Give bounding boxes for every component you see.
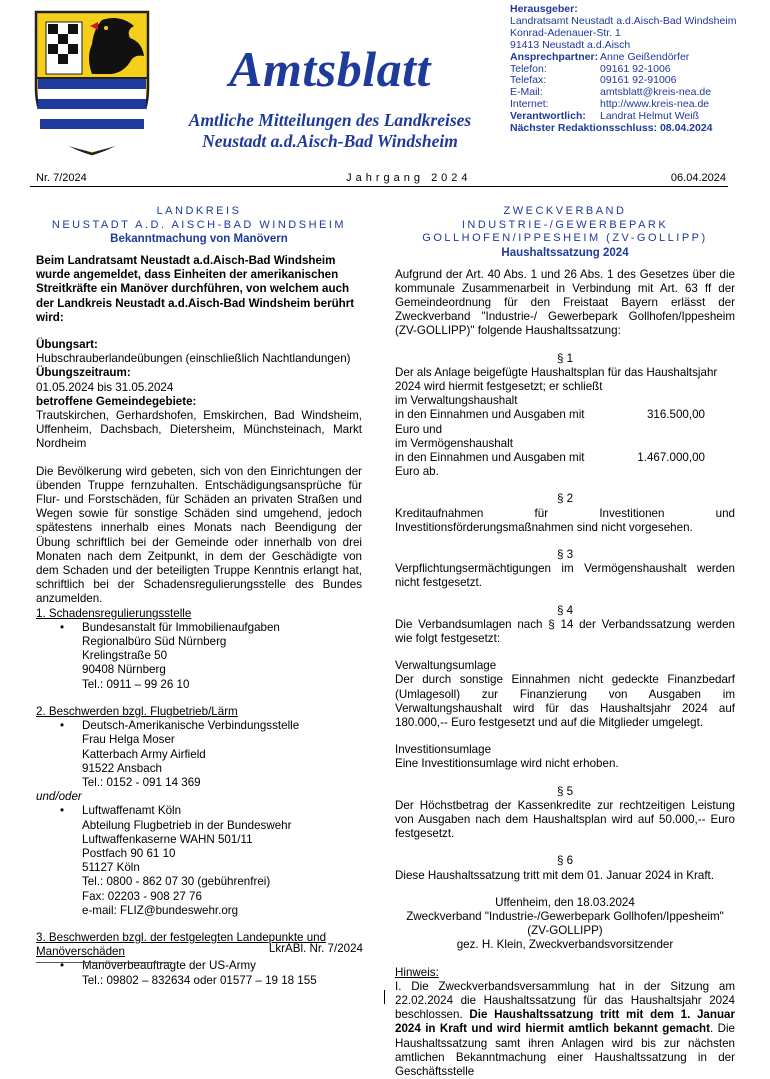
left-column: [36, 205, 362, 988]
paragraph-text: Der als Anlage beigefügte Haushaltsplan für das Haushaltsjahr 2024 wird hiermit festgesetzt; er schließt: [395, 365, 718, 393]
article-org: ZWECKVERBAND: [503, 205, 627, 217]
paragraph-text: Der Höchstbetrag der Kassenkredite zur rechtzeitigen Leistung von Ausgaben nach dem Haushaltsplan wird auf 50.000,-- Euro festgesetzt.: [395, 798, 735, 841]
issue-bar: [36, 172, 726, 184]
field-value: 01.05.2024 bis 31.05.2024: [36, 380, 174, 394]
issue-date: 06.04.2024: [670, 172, 726, 184]
section-title: 3. Beschwerden bzgl. der festgelegten Landepunkte und Manöverschäden: [36, 930, 327, 959]
phone-row: Telefon: 09161 92-1006: [510, 62, 671, 75]
field-label: Übungszeitraum:: [36, 366, 131, 380]
article-org: INDUSTRIE-/GEWERBEPARK: [461, 218, 669, 231]
email-link[interactable]: amtsblatt@kreis-nea.de: [600, 86, 712, 99]
paragraph-number: § 6: [556, 854, 574, 868]
paragraph-number: § 3: [556, 547, 574, 561]
hint-label: Hinweis:: [395, 965, 439, 979]
list-item: • Deutsch-Amerikanische Verbindungsstelle Frau Helga Moser Katterbach Army Airfield 91522 Ansbach Tel.: 0152 - 091 14 369: [82, 719, 362, 790]
publisher-line: 91413 Neustadt a.d.Aisch: [510, 38, 631, 51]
article-org: GOLLHOFEN/IPPESHEIM (ZV-GOLLIPP): [422, 232, 708, 244]
field-value: Trautskirchen, Gerhardshofen, Emskirchen, Bad Windsheim, Uffenheim, Dachsbach, Dietersheim, Münchsteinach, Markt Nordheim: [36, 409, 362, 451]
article-org: NEUSTADT A.D. AISCH-BAD WINDSHEIM: [51, 218, 347, 231]
contact-list: [36, 621, 362, 692]
signature-line: (ZV-GOLLIPP): [527, 924, 603, 938]
paragraph-text: Diese Haushaltssatzung tritt mit dem 01. Januar 2024 in Kraft.: [395, 868, 714, 882]
or-label: und/oder: [36, 790, 82, 804]
fax-row: Telefax: 09161 92-91006: [510, 74, 677, 87]
paragraph-text: Der durch sonstige Einnahmen nicht gedeckte Finanzbedarf (Umlagesoll) zur Finanzierung von Ausgaben im Verwaltungshaushalt wird für das Haushaltsjahr 2024 auf 180.000,-- Euro festgesetzt und auf die Mitglieder umgelegt.: [395, 673, 735, 729]
volume-year: Jahrgang 2024: [346, 172, 472, 184]
list-item: • Manöverbeauftragte der US-Army Tel.: 09802 – 832634 oder 01577 – 19 18 155: [82, 959, 362, 987]
notice-paragraph: Die Bevölkerung wird gebeten, sich von den Einrichtungen der übenden Truppe fernzuhalten. Entschädigungsansprüche für Flur- und Forstschäden, für Schäden an privaten Straßen und Wegen sowie für sonstige Schäden sind umgehend, jedoch spätestens innerhalb eines Monats nach Beendigung der Übung schriftlich bei der Gemeinde oder innerhalb von drei Monaten nach dem Zeitpunkt, in dem der Geschädigte von dem Schaden und der beteiligten Truppe Kenntnis erlangt hat, schriftlich bei der Schadensregulierungsstelle des Bundes anzumelden.: [36, 464, 362, 606]
signature-line: Uffenheim, den 18.03.2024: [495, 895, 635, 909]
intro-paragraph: Aufgrund der Art. 40 Abs. 1 und 26 Abs. 1 des Gesetzes über die kommunale Zusammenarbeit in Verbindung mit Art. 63 ff der Gemeindeordnung für den Freistaat Bayern erlässt der Zweckverband "Industrie-/ Gewerbepark Gollhofen/Ippesheim (ZV-GOLLIPP)" folgende Haushaltssatzung:: [395, 267, 735, 338]
contact-list: [36, 719, 362, 790]
paragraph-number: § 1: [556, 351, 574, 365]
website-link[interactable]: http://www.kreis-nea.de: [600, 98, 710, 111]
publisher-line: Landratsamt Neustadt a.d.Aisch-Bad Windsheim: [510, 14, 737, 27]
intro-paragraph: Beim Landratsamt Neustadt a.d.Aisch-Bad Windsheim wurde angemeldet, dass Einheiten der amerikanischen Streitkräfte ein Manöver durchführen, von welchem auch der Landkreis Neustadt a.d.Aisch-Bad Windsheim berührt wird:: [36, 254, 355, 324]
list-item: • Luftwaffenamt Köln Abteilung Flugbetrieb in der Bundeswehr Luftwaffenkaserne WAHN 501/11 Postfach 90 61 10 51127 Köln Tel.: 0800 - 862 07 30 (gebührenfrei) Fax: 02203 - 908 27 76 e-mail: FLIZ@bundeswehr.org: [82, 804, 362, 918]
paragraph-number: § 2: [556, 492, 574, 506]
publisher-heading: Herausgeber:: [510, 3, 578, 15]
field-label: Übungsart:: [36, 338, 98, 352]
responsible-row: Verantwortlich: Landrat Helmut Weiß: [510, 110, 700, 123]
email-row: E-Mail: amtsblatt@kreis-nea.de: [510, 86, 712, 99]
deadline-note: Nächster Redaktionsschluss: 08.04.2024: [510, 122, 713, 135]
masthead-subtitle: Amtliche Mitteilungen des Landkreises Neustadt a.d.Aisch-Bad Windsheim: [188, 110, 472, 151]
contact-list: [36, 804, 362, 918]
web-row: Internet: http://www.kreis-nea.de: [510, 98, 710, 111]
footer-divider: [36, 962, 172, 963]
header-divider: [30, 186, 728, 187]
list-item: • Bundesanstalt für Immobilienaufgaben Regionalbüro Süd Nürnberg Krelingstraße 50 90408 Nürnberg Tel.: 0911 – 99 26 10: [82, 621, 362, 692]
paragraph-number: § 4: [556, 603, 574, 617]
signature-line: gez. H. Klein, Zweckverbandsvorsitzender: [456, 938, 674, 952]
amount-row: in den Einnahmen und Ausgaben mit 316.500,00: [395, 408, 705, 422]
field-label: betroffene Gemeindegebiete:: [36, 394, 197, 408]
paragraph-number: § 5: [556, 784, 574, 798]
issue-number: Nr. 7/2024: [36, 172, 87, 184]
field-value: Hubschrauberlandeübungen (einschließlich Nachtlandungen): [36, 352, 351, 366]
publisher-line: Konrad-Adenauer-Str. 1: [510, 26, 621, 39]
article-title: Bekanntmachung von Manövern: [110, 233, 288, 245]
paragraph-text: Kreditaufnahmen für Investitionen und Investitionsförderungsmaßnahmen sind nicht vorgesehen.: [395, 506, 735, 534]
page-marker: [384, 990, 385, 1004]
publisher-info: [510, 4, 768, 135]
contact-list: [36, 959, 362, 987]
paragraph-text: Verpflichtungsermächtigungen im Vermögenshaushalt werden nicht festgesetzt.: [395, 562, 735, 590]
article-org: LANDKREIS: [156, 205, 242, 217]
signature-line: Zweckverband "Industrie-/Gewerbepark Gollhofen/Ippesheim": [406, 910, 724, 924]
paragraph-text: Eine Investitionsumlage wird nicht erhoben.: [395, 757, 619, 771]
amount-row: in den Einnahmen und Ausgaben mit 1.467.000,00: [395, 450, 705, 464]
reference-number: LkrABl. Nr. 7/2024: [268, 942, 363, 955]
paragraph-text: Die Verbandsumlagen nach § 14 der Verbandssatzung werden wie folgt festgesetzt:: [395, 617, 735, 645]
hint-text: I. Die Zweckverbandsversammlung hat in der Sitzung am 22.02.2024 die Haushaltssatzung für das Haushaltsjahr 2024 beschlossen. Die Haushaltssatzung tritt mit dem 1. Januar 2024 in Kraft und wird hiermit amtlich bekannt gemacht. Die Haushaltssatzung samt ihren Anlagen wird bis zur nächsten amtlichen Bekanntmachung einer Haushaltssatzung in der Geschäftsstelle: [395, 979, 735, 1079]
right-column: ZWECKVERBAND INDUSTRIE-/GEWERBEPARK GOLLHOFEN/IPPESHEIM (ZV-GOLLIPP) Haushaltssatzung 2024 Aufgrund der Art. 40 Abs. 1 und 26 Abs. 1 des Gesetzes über die kommunale Zusammenarbeit in Verbindung mit Art. 63 ff der Gemeindeordnung für den Freistaat Bayern erlässt der Zweckverband "Industrie-/ Gewerbepark Gollhofen/Ippesheim (ZV-GOLLIPP)" folgende Haushaltssatzung: § 1 Der als Anlage beigefügte Haushaltsplan für das Haushaltsjahr 2024 wird hiermit festgesetzt; er schließt im Verwaltungshaushalt in den Einnahmen und Ausgaben mit 316.500,00 Euro und im Vermögenshaushalt in den Einnahmen und Ausgaben mit 1.467.000,00 Euro ab. § 2 Kreditaufnahmen für Investitionen und Investitionsförderungsmaßnahmen sind nicht vorgesehen. § 3 Verpflichtungsermächtigungen im Vermögenshaushalt werden nicht festgesetzt. § 4 Die Verbandsumlagen nach § 14 der Verbandssatzung werden wie folgt festgesetzt: Verwaltungsumlage Der durch sonstige Einnahmen nicht gedeckte Finanzbedarf (Umlagesoll) zur Finanzierung von Ausgaben im Verwaltungshaushalt wird für das Haushaltsjahr 2024 auf 180.000,-- Euro festgesetzt und auf die Mitglieder umgelegt. Investitionsumlage Eine Investitionsumlage wird nicht erhoben. § 5 Der Höchstbetrag der Kassenkredite zur rechtzeitigen Leistung von Ausgaben nach dem Haushaltsplan wird auf 50.000,-- Euro festgesetzt. § 6 Diese Haushaltssatzung tritt mit dem 01. Januar 2024 in Kraft. Uffenheim, den 18.03.2024 Zweckverband "Industrie-/Gewerbepark Gollhofen/Ippesheim" (ZV-GOLLIPP) gez. H. Klein, Zweckverbandsvorsitzender Hinweis: I. Die Zweckverbandsversammlung hat in der Sitzung am 22.02.2024 die Haushaltssatzung für das Haushaltsjahr 2024 beschlossen. Die Haushaltssatzung tritt mit dem 1. Januar 2024 in Kraft und wird hiermit amtlich bekannt gemacht. Die Haushaltssatzung samt ihren Anlagen wird bis zur nächsten amtlichen Bekanntmachung einer Haushaltssatzung in der Geschäftsstelle: [395, 205, 735, 1079]
section-title: 1. Schadensregulierungsstelle: [36, 606, 192, 620]
article-title: Haushaltssatzung 2024: [501, 246, 629, 259]
contact-row: Ansprechpartner: Anne Geißendörfer: [510, 50, 690, 63]
masthead-title: Amtsblatt: [229, 41, 431, 97]
section-title: 2. Beschwerden bzgl. Flugbetrieb/Lärm: [36, 704, 238, 718]
coat-of-arms-icon: [32, 8, 152, 158]
